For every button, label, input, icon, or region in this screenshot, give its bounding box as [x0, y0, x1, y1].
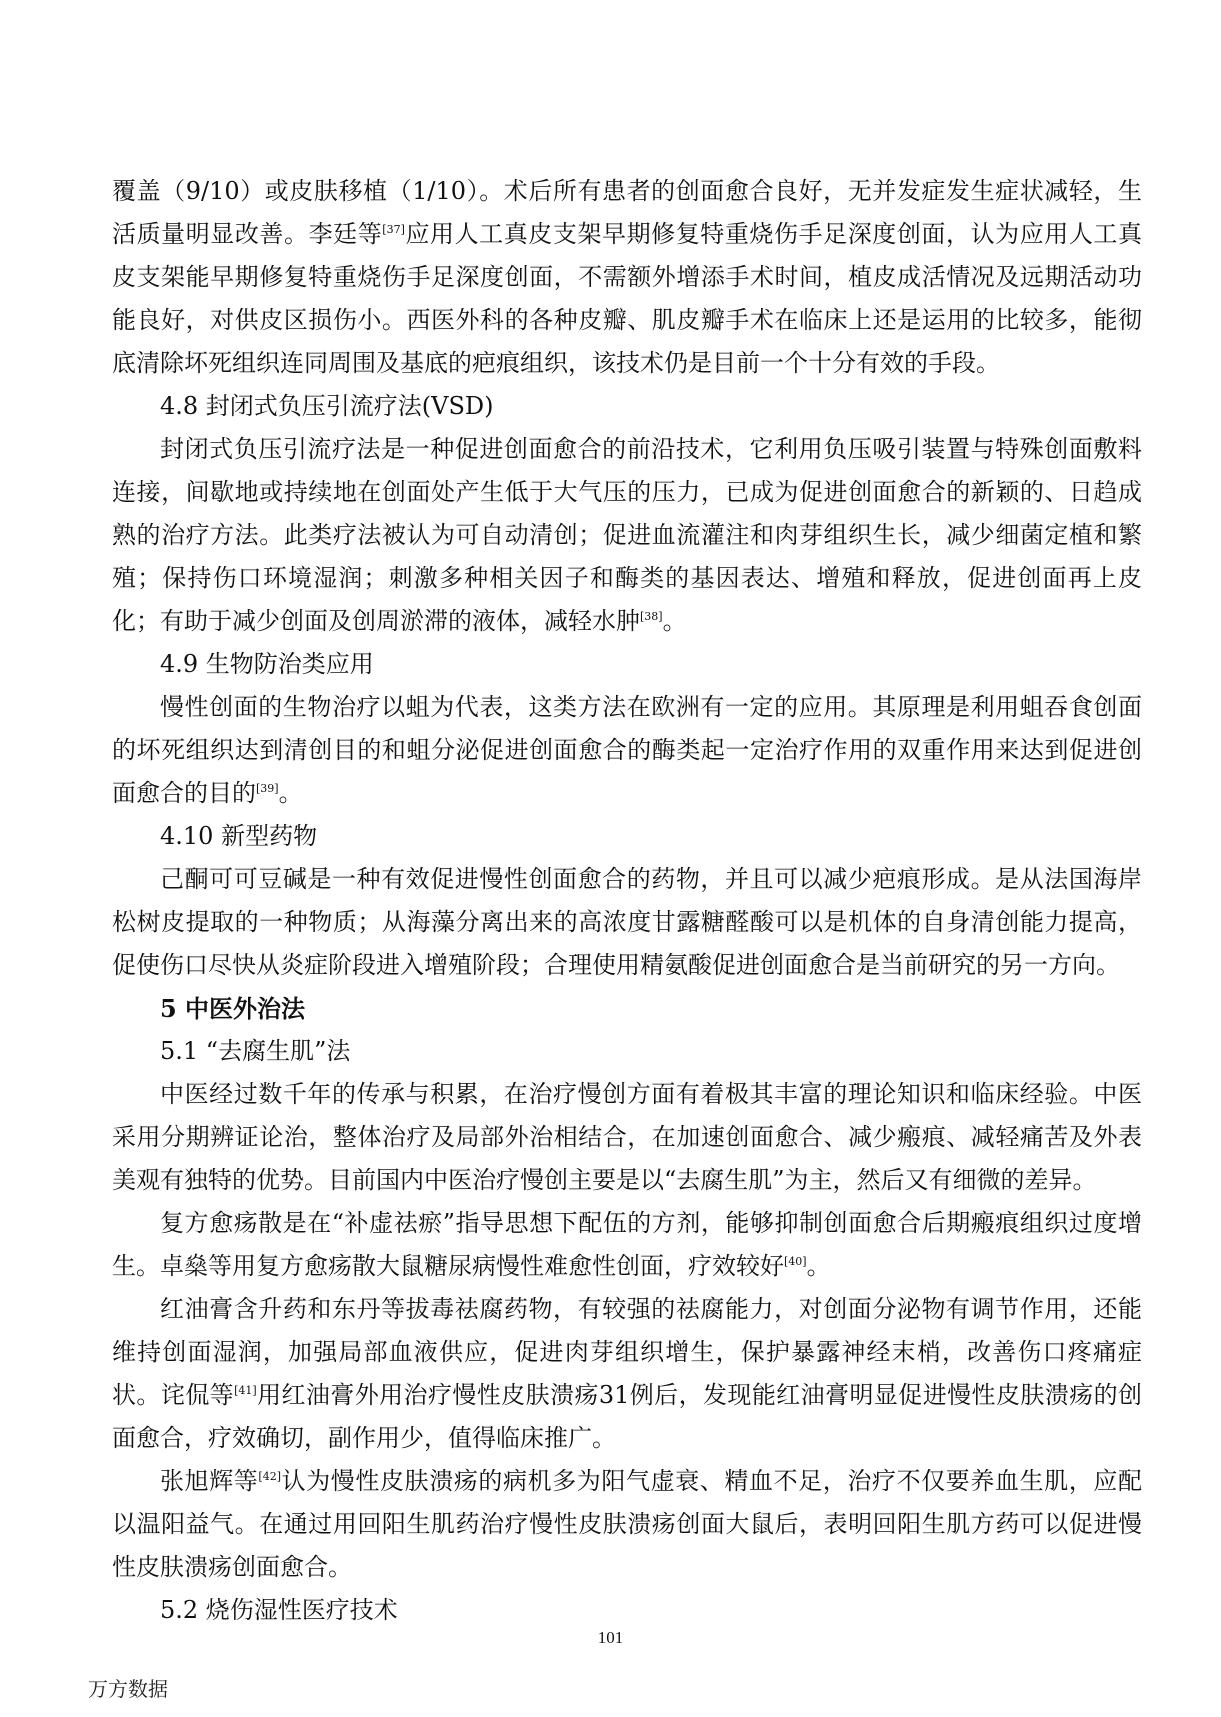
paragraph: [112, 686, 1142, 815]
section-heading: [112, 643, 1142, 686]
section-heading: [112, 815, 1142, 858]
citation-ref: [40]: [784, 1255, 807, 1268]
text-run: 用红油膏外用治疗慢性皮肤溃疡31例后，发现能红油膏明显促进慢性皮肤溃疡的创面愈合，疗效确切，副作用少，值得临床推广。: [112, 1381, 1142, 1452]
text-run: 己酮可可豆碱是一种有效促进慢性创面愈合的药物，并且可以减少疤痕形成。是从法国海岸松树皮提取的一种物质；从海藻分离出来的高浓度甘露糖醛酸可以是机体的自身清创能力提高，促使伤口尽快从炎症阶段进入增殖阶段；合理使用精氨酸促进创面愈合是当前研究的另一方向。: [112, 865, 1142, 979]
body-text: [112, 170, 1142, 1632]
text-run: 。: [806, 1252, 831, 1280]
citation-ref: [39]: [256, 782, 279, 795]
paragraph: [112, 170, 1142, 385]
citation-ref: [41]: [234, 1384, 257, 1397]
text-run: 复方愈疡散是在“补虚祛瘀”指导思想下配伍的方剂，能够抑制创面愈合后期瘢痕组织过度增生。卓燊等用复方愈疡散大鼠糖尿病慢性难愈性创面，疗效较好: [112, 1209, 1142, 1280]
text-run: 4.10 新型药物: [160, 822, 318, 850]
citation-ref: [42]: [258, 1470, 281, 1483]
text-run: 红油膏含升药和东丹等拔毒祛腐药物，有较强的祛腐能力，对创面分泌物有调节作用，还能维持创面湿润，加强局部血液供应，促进肉芽组织增生，保护暴露神经末梢，改善伤口疼痛症状。诧侃等: [112, 1295, 1142, 1409]
paragraph: [112, 1288, 1142, 1460]
section-heading: [112, 987, 1142, 1030]
text-run: 张旭辉等: [160, 1467, 259, 1495]
text-run: 封闭式负压引流疗法是一种促进创面愈合的前沿技术，它利用负压吸引装置与特殊创面敷料连接，间歇地或持续地在创面处产生低于大气压的压力，已成为促进创面愈合的新颖的、日趋成熟的治疗方法。此类疗法被认为可自动清创；促进血流灌注和肉芽组织生长，减少细菌定植和繁殖；保持伤口环境湿润；刺激多种相关因子和酶类的基因表达、增殖和释放，促进创面再上皮化；有助于减少创面及创周淤滞的液体，减轻水肿: [112, 435, 1142, 635]
text-run: 4.8 封闭式负压引流疗法(VSD): [160, 392, 494, 420]
text-run: 4.9 生物防治类应用: [160, 650, 374, 678]
text-run: 5 中医外治法: [160, 994, 306, 1023]
text-run: 应用人工真皮支架早期修复特重烧伤手足深度创面，认为应用人工真皮支架能早期修复特重烧伤手足深度创面，不需额外增添手术时间，植皮成活情况及远期活动功能良好，对供皮区损伤小。西医外科的各种皮瓣、肌皮瓣手术在临床上还是运用的比较多，能彻底清除坏死组织连同周围及基底的疤痕组织，该技术仍是目前一个十分有效的手段。: [112, 220, 1142, 377]
section-heading: [112, 1589, 1142, 1632]
paragraph: [112, 858, 1142, 987]
section-heading: [112, 385, 1142, 428]
source-watermark: 万方数据: [88, 1677, 168, 1701]
text-run: 5.2 烧伤湿性医疗技术: [160, 1596, 398, 1624]
text-run: 5.1 “去腐生肌”法: [160, 1037, 351, 1065]
text-run: 中医经过数千年的传承与积累，在治疗慢创方面有着极其丰富的理论知识和临床经验。中医采用分期辨证论治，整体治疗及局部外治相结合，在加速创面愈合、减少瘢痕、减轻痛苦及外表美观有独特的优势。目前国内中医治疗慢创主要是以“去腐生肌”为主，然后又有细微的差异。: [112, 1080, 1142, 1194]
text-run: 认为慢性皮肤溃疡的病机多为阳气虚衰、精血不足，治疗不仅要养血生肌，应配以温阳益气。在通过用回阳生肌药治疗慢性皮肤溃疡创面大鼠后，表明回阳生肌方药可以促进慢性皮肤溃疡创面愈合。: [112, 1467, 1143, 1581]
paragraph: [112, 1073, 1142, 1202]
paragraph: [112, 1460, 1142, 1589]
citation-ref: [37]: [382, 223, 405, 236]
text-run: 。: [662, 607, 687, 635]
paragraph: [112, 1202, 1142, 1288]
citation-ref: [38]: [640, 610, 663, 623]
text-run: 。: [278, 779, 303, 807]
text-run: 覆盖（9/10）或皮肤移植（1/10）。术后所有患者的创面愈合良好，无并发症发生症状减轻，生活质量明显改善。李廷等: [112, 177, 1142, 248]
text-run: 慢性创面的生物治疗以蛆为代表，这类方法在欧洲有一定的应用。其原理是利用蛆吞食创面的坏死组织达到清创目的和蛆分泌促进创面愈合的酶类起一定治疗作用的双重作用来达到促进创面愈合的目的: [112, 693, 1142, 807]
page-number: 101: [597, 1628, 624, 1647]
paragraph: [112, 428, 1142, 643]
section-heading: [112, 1030, 1142, 1073]
